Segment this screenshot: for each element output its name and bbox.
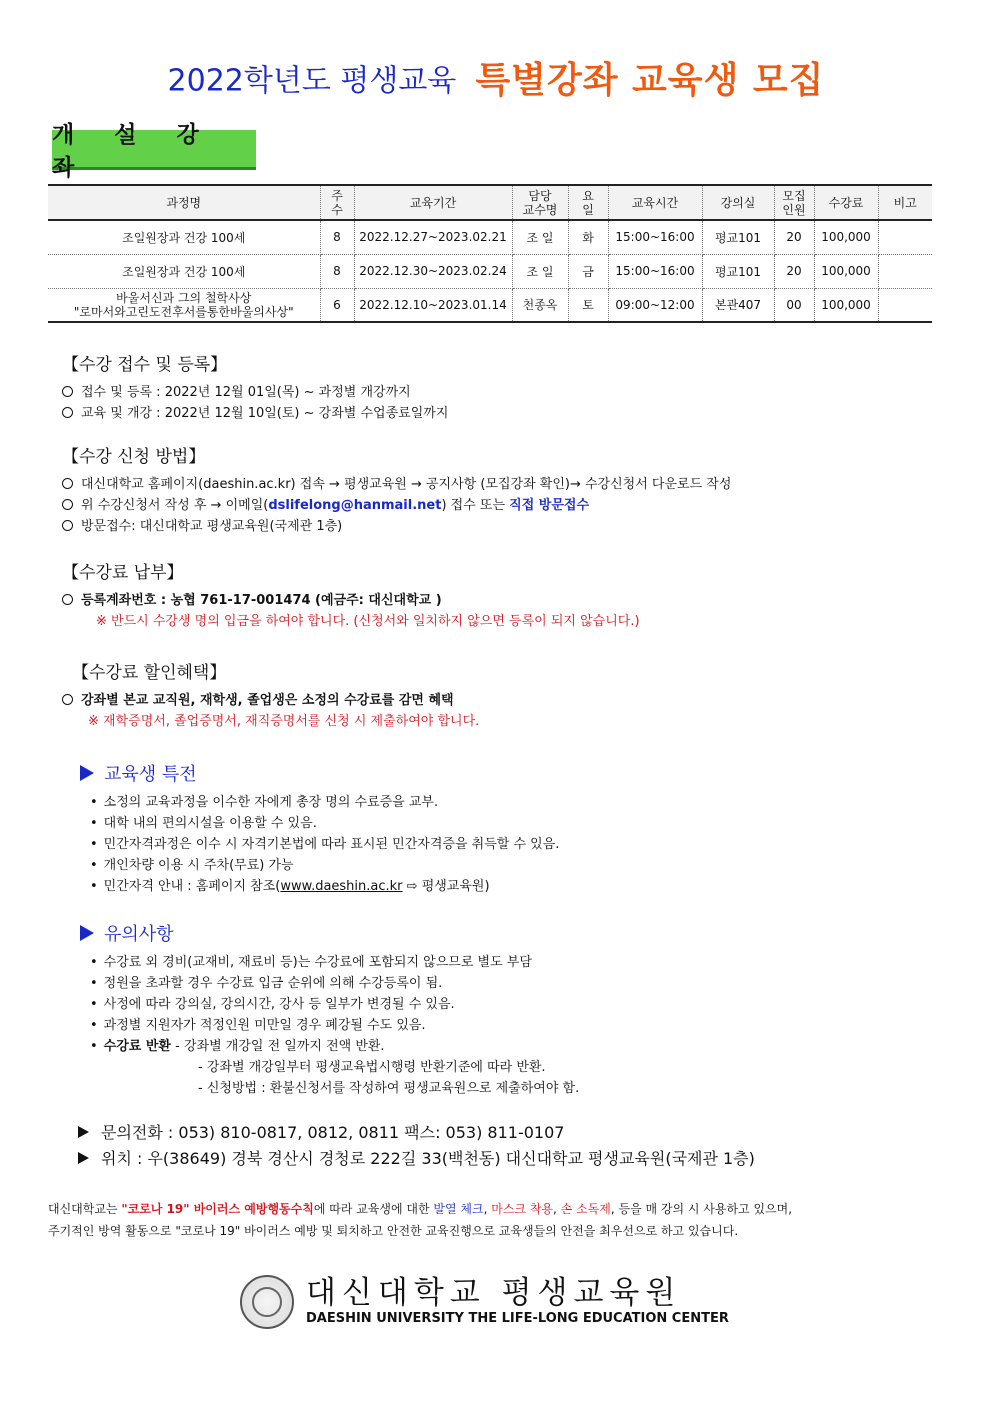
header-fee: 수강료 — [814, 185, 878, 220]
method-line-text: 위 수강신청서 작성 후 → 이메일( — [81, 498, 269, 513]
registration-line — [62, 403, 448, 424]
cell-room: 평교101 — [702, 220, 774, 254]
list-item: • 민간자격과정은 이수 시 자격기본법에 따라 표시된 민간자격증을 취득할 수 있음. — [80, 834, 559, 855]
cell-professor: 천종옥 — [512, 288, 568, 322]
method-heading: 【수강 신청 방법】 — [62, 447, 206, 467]
cautions-heading — [80, 920, 579, 946]
header-time: 교육시간 — [608, 185, 702, 220]
cell-professor: 조 일 — [512, 220, 568, 254]
discount-heading: 【수강료 할인혜택】 — [72, 663, 227, 683]
course-name-line1: 바울서신과 그의 철학사상 — [116, 290, 252, 305]
payment-line — [62, 590, 640, 611]
payment-section — [62, 558, 640, 632]
payment-heading: 【수강료 납부】 — [62, 563, 184, 583]
list-item: • 대학 내의 편의시설을 이용할 수 있음. — [80, 813, 559, 834]
table-header-row — [48, 185, 932, 220]
benefits-heading — [80, 760, 559, 786]
method-line — [62, 516, 731, 537]
covid-fever-check: 발열 체크 — [433, 1202, 484, 1216]
triangle-right-icon — [78, 1126, 89, 1138]
registration-heading: 【수강 접수 및 등록】 — [62, 355, 228, 375]
cell-note — [878, 220, 932, 254]
circle-bullet-icon — [62, 694, 73, 705]
cautions-section — [80, 920, 579, 1099]
course-name-line2: "로마서와고린도전후서를통한바울의사상" — [73, 304, 294, 319]
header-day: 요 일 — [568, 185, 608, 220]
title-year: 2022학년도 평생교육 — [167, 63, 457, 99]
covid-text: 대신대학교는 — [48, 1202, 122, 1216]
registration-line-text: 접수 및 등록 : 2022년 12월 01일(목) ~ 과정별 개강까지 — [81, 385, 411, 400]
covid-mask: 마스크 착용 — [491, 1202, 554, 1216]
benefits-section — [80, 760, 559, 897]
registration-line-text: 교육 및 개강 : 2022년 12월 10일(토) ~ 강좌별 수업종료일까지 — [81, 406, 449, 421]
method-line-text: 방문접수: 대신대학교 평생교육원(국제관 1층) — [81, 519, 343, 534]
circle-bullet-icon — [62, 594, 73, 605]
cell-professor: 조 일 — [512, 254, 568, 288]
course-table — [48, 184, 932, 323]
covid-text: 에 따라 교육생에 대한 — [313, 1202, 434, 1216]
triangle-right-icon — [80, 765, 94, 781]
cell-room: 본관407 — [702, 288, 774, 322]
list-item-text: ⇨ 평생교육원) — [402, 879, 490, 894]
cell-time: 15:00~16:00 — [608, 220, 702, 254]
header-note: 비고 — [878, 185, 932, 220]
list-item — [80, 876, 559, 897]
discount-note: ※ 재학증명서, 졸업증명서, 재직증명서를 신청 시 제출하여야 합니다. — [88, 714, 480, 729]
list-item: • 소정의 교육과정을 이수한 자에게 총장 명의 수료증을 교부. — [80, 792, 559, 813]
direct-visit-text: 직접 방문접수 — [509, 498, 590, 513]
cell-fee: 100,000 — [814, 220, 878, 254]
circle-bullet-icon — [62, 386, 73, 397]
header-quota: 모집 인원 — [774, 185, 814, 220]
circle-bullet-icon — [62, 478, 73, 489]
table-row — [48, 288, 932, 322]
cell-weeks: 8 — [320, 220, 354, 254]
covid-notice — [48, 1198, 938, 1242]
footer — [240, 1272, 729, 1332]
cell-period: 2022.12.27~2023.02.21 — [354, 220, 512, 254]
method-section — [62, 442, 731, 537]
benefits-heading-text: 교육생 특전 — [104, 764, 197, 785]
list-item — [80, 1036, 579, 1057]
header-course-name: 과정명 — [48, 185, 320, 220]
cell-note — [878, 288, 932, 322]
cell-fee: 100,000 — [814, 288, 878, 322]
cell-weeks: 8 — [320, 254, 354, 288]
list-item: • 개인차량 이용 시 주차(무료) 가능 — [80, 855, 559, 876]
list-item-text: 민간자격 안내 : 홈페이지 참조( — [103, 879, 281, 894]
circle-bullet-icon — [62, 520, 73, 531]
section-label-text: 개 설 강 좌 — [52, 121, 215, 181]
discount-section — [72, 658, 479, 732]
table-row — [48, 220, 932, 254]
list-item: • 수강료 외 경비(교재비, 재료비 등)는 수강료에 포함되지 않으므로 별도 부담 — [80, 952, 579, 973]
contact-location — [78, 1146, 755, 1172]
cell-quota: 20 — [774, 220, 814, 254]
refund-line: - 강좌별 개강일부터 평생교육법시행령 반환기준에 따라 반환. — [198, 1060, 546, 1075]
discount-text: 강좌별 본교 교직원, 재학생, 졸업생은 소정의 수강료를 감면 혜택 — [81, 693, 454, 708]
cell-quota: 20 — [774, 254, 814, 288]
cell-weeks: 6 — [320, 288, 354, 322]
header-room: 강의실 — [702, 185, 774, 220]
method-line — [62, 474, 731, 495]
header-period: 교육기간 — [354, 185, 512, 220]
covid-text: 주기적인 방역 활동으로 "코로나 19" 바이러스 예방 및 퇴치하고 안전한 교육진행으로 교육생들의 안전을 최우선으로 하고 있습니다. — [48, 1224, 739, 1238]
circle-bullet-icon — [62, 407, 73, 418]
cell-period: 2022.12.10~2023.01.14 — [354, 288, 512, 322]
discount-line — [62, 690, 479, 711]
triangle-right-icon — [80, 925, 94, 941]
cell-time: 15:00~16:00 — [608, 254, 702, 288]
covid-text: , — [553, 1202, 561, 1216]
cell-note — [878, 254, 932, 288]
cell-course-name — [48, 288, 320, 322]
university-seal-icon — [240, 1275, 294, 1329]
contact-phone-text: 문의전화 : 053) 810-0817, 0812, 0811 팩스: 053) 811-0107 — [101, 1123, 565, 1142]
page-title — [0, 52, 992, 103]
cell-time: 09:00~12:00 — [608, 288, 702, 322]
title-main: 특별강좌 교육생 모집 — [475, 60, 825, 101]
refund-line: - 신청방법 : 환불신청서를 작성하여 평생교육원으로 제출하여야 함. — [198, 1081, 580, 1096]
email-link[interactable]: dslifelong@hanmail.net — [268, 498, 442, 513]
covid-sanitizer: 손 소독제 — [560, 1202, 611, 1216]
covid-text: , — [483, 1202, 492, 1216]
triangle-right-icon — [78, 1152, 89, 1164]
contact-phone — [78, 1120, 564, 1146]
cell-day: 화 — [568, 220, 608, 254]
table-row — [48, 254, 932, 288]
footer-name-en: DAESHIN UNIVERSITY THE LIFE-LONG EDUCATION CENTER — [306, 1311, 729, 1326]
section-label — [52, 121, 256, 181]
covid-text: , 등을 매 강의 시 사용하고 있으며, — [610, 1202, 793, 1216]
circle-bullet-icon — [62, 499, 73, 510]
account-text: 등록계좌번호 : 농협 761-17-001474 (예금주: 대신대학교 ) — [81, 593, 442, 608]
cell-day: 금 — [568, 254, 608, 288]
method-line-text: 대신대학교 홈페이지(daeshin.ac.kr) 접속 → 평생교육원 → 공지사항 (모집강좌 확인)→ 수강신청서 다운로드 작성 — [81, 477, 732, 492]
cell-course-name: 조일원장과 건강 100세 — [48, 220, 320, 254]
footer-name-kr: 대신대학교 평생교육원 — [306, 1275, 682, 1311]
list-item: • 사정에 따라 강의실, 강의시간, 강사 등 일부가 변경될 수 있음. — [80, 994, 579, 1015]
method-line — [62, 495, 731, 516]
cell-course-name: 조일원장과 건강 100세 — [48, 254, 320, 288]
cell-room: 평교101 — [702, 254, 774, 288]
list-item: • 과정별 지원자가 적정인원 미만일 경우 폐강될 수도 있음. — [80, 1015, 579, 1036]
header-weeks: 주 수 — [320, 185, 354, 220]
registration-line — [62, 382, 448, 403]
cell-day: 토 — [568, 288, 608, 322]
payment-note: ※ 반드시 수강생 명의 입금을 하여야 합니다. (신청서와 일치하지 않으면 등록이 되지 않습니다.) — [96, 614, 640, 629]
footer-names — [306, 1276, 729, 1328]
cautions-heading-text: 유의사항 — [104, 924, 174, 945]
refund-text: - 강좌별 개강일 전 일까지 전액 반환. — [171, 1039, 385, 1054]
cell-period: 2022.12.30~2023.02.24 — [354, 254, 512, 288]
cell-quota: 00 — [774, 288, 814, 322]
refund-label: 수강료 반환 — [103, 1039, 171, 1054]
method-line-text: ) 접수 또는 — [441, 498, 510, 513]
header-professor: 담당 교수명 — [512, 185, 568, 220]
cell-fee: 100,000 — [814, 254, 878, 288]
covid-highlight: "코로나 19" 바이러스 예방행동수칙 — [121, 1202, 314, 1216]
list-item: • 정원을 초과할 경우 수강료 입금 순위에 의해 수강등록이 됨. — [80, 973, 579, 994]
homepage-link[interactable]: www.daeshin.ac.kr — [280, 879, 403, 894]
registration-section — [62, 350, 448, 424]
contact-location-text: 위치 : 우(38649) 경북 경산시 경청로 222길 33(백천동) 대신대학교 평생교육원(국제관 1층) — [101, 1149, 755, 1168]
